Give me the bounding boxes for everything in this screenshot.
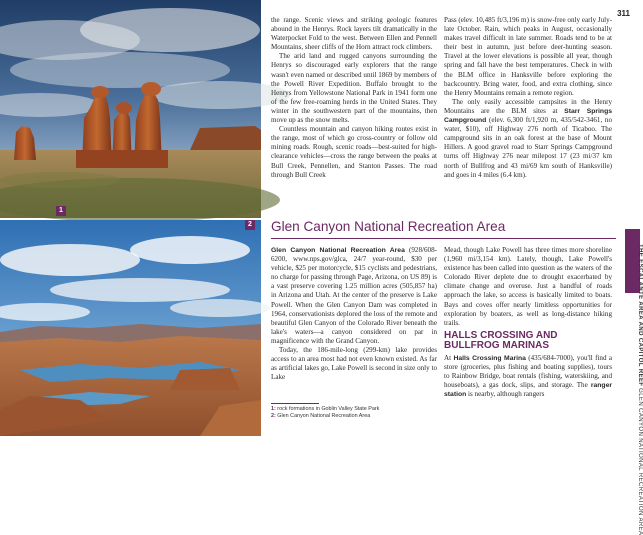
photo-captions (271, 406, 437, 420)
text-column-lower-left (271, 246, 437, 382)
paragraph-text: The only easily accessible campsites in the Henry Mountains are the BLM sites at (444, 97, 612, 115)
paragraph: Pass (elev. 10,485 ft/3,196 m) is snow-free only early July-late October. Rain, which peaks in August, occasionally makes travel difficult in late summer. Roads tend to be at their best in autumn, just before deer-hunting season. Travel at the lower elevations is possible all year, though spring and fall have the best temperatures. Check in with the BLM office in Hanksville before exploring the backcountry. Bring water, food, and extra clothing, since the Henry Mountains remain a remote region. (444, 16, 612, 97)
section-divider (271, 238, 616, 239)
text-column-lower-right (444, 246, 612, 399)
chapter-title: THE ESCALANTE AREA AND CAPITOL REEF (637, 244, 643, 387)
paragraph (271, 246, 437, 346)
subsection-heading: HALLS CROSSING AND BULLFROG MARINAS (444, 329, 558, 352)
place-name: Glen Canyon National Recreation Area (271, 247, 405, 254)
paragraph (444, 354, 612, 399)
paragraph: The arid land and rugged canyons surrounding the Henrys so discouraged early explorers that the range wasn't even named or described until 1869 by members of the Powell River Expedition. Buffalo brought to the Henrys from Yellowstone National Park in 1941 form one of the few free-roaming herds in the United States. They winter in the southwestern part of the mountains, then move up as the snow melts. (271, 52, 437, 125)
page-number: 311 (617, 9, 630, 18)
photo-glen-canyon (0, 220, 261, 436)
paragraph: Mead, though Lake Powell has three times more shoreline (1,960 mi/3,154 km). Lately, though, Lake Powell's existence has been called into question as the waters of the Colorado River deplete due to drought exacerbated by climate change and overuse. Just a handful of roads approach the lake, so access is basically limited to boats. Bays and coves offer nearly limitless opportunities for exploration by boaters, as well as long-distance hiking trails. (444, 246, 612, 327)
photo-number-badge: 1 (56, 206, 66, 216)
campground-name: Starr Springs Campground (444, 107, 613, 125)
text-column-upper-right (444, 16, 612, 180)
section-running-title: GLEN CANYON NATIONAL RECREATION AREA (637, 388, 643, 535)
caption-number: 2: (271, 413, 276, 419)
caption-text: Glen Canyon National Recreation Area (275, 413, 371, 419)
paragraph: the range. Scenic views and striking geologic features abound in the Henrys. Rock layers tilt dramatically in the Waterpocket Fold to the west. Between Ellen and Pennell Mountains, sheer cliffs of the Horn attract rock climbers. (271, 16, 437, 52)
paragraph-text: (elev. 6,300 ft/1,920 m, 435/542-3461, no water, $10), off Highway 276 north of Ticaboo. The campground sits in an oak forest at the base of Mount Hillers. A good gravel road to Starr Springs Campground turns off Highway 276 near milepost 17 (23 mi/37 km north of Bullfrog and 43 mi/69 km south of Hanksville) and goes in 4 miles (6.4 km). (444, 116, 612, 179)
caption-number: 1: (271, 406, 276, 412)
chapter-running-head (633, 244, 643, 535)
paragraph: Today, the 186-mile-long (299-km) lake provides access to an area most had not even known existed. As far as artificial lakes go, Lake Powell is second in size only to Lake (271, 346, 437, 382)
paragraph (444, 98, 612, 180)
caption-text: rock formations in Goblin Valley State Park (275, 406, 380, 412)
paragraph-text: is nearby, although rangers (466, 390, 545, 399)
paragraph-text: (928/608-6200, www.nps.gov/glca, 24/7 year-round, $30 per vehicle, $25 per motorcycle, $15 cyclists and pedestrians, no charge for passing through Page, Arizona, on US 89) is a vast preserve covering 1.25 million acres (505,857 ha) in Arizona and Utah. At the center of the preserve is Lake Powell. When the Glen Canyon Dam was completed in 1964, conservationists deplored the loss of the remote and beautiful Glen Canyon of the Colorado River beneath the lake's waters—a canyon considered on par in magnificence with the Grand Canyon. (271, 246, 437, 345)
paragraph: Countless mountain and canyon hiking routes exist in the range, most of which go cross-country or follow old mining roads. Rough, scenic roads—best-suited for high-clearance vehicles—cross the range between the peaks at Bull Creek, Pennellen, and Stanton Passes. The road through Bull Creek (271, 125, 437, 179)
paragraph-text: At (444, 353, 454, 362)
photo-number-badge: 2 (245, 220, 255, 230)
photo-goblin-valley (0, 0, 261, 218)
caption (271, 413, 437, 420)
caption-divider (271, 403, 319, 404)
marina-name: Halls Crossing Marina (453, 354, 526, 362)
paragraph-text: (435/684-7000), you'll find a store (groceries, plus fishing and boating supplies), tours to Rainbow Bridge, boat rentals (fishing, waterskiing, and houseboats), a gas dock, slips, and storage. The (444, 353, 612, 390)
caption (271, 406, 437, 413)
text-column-upper-left (271, 16, 437, 180)
ranger-station-label: ranger station (444, 382, 612, 399)
section-heading: Glen Canyon National Recreation Area (271, 219, 506, 234)
